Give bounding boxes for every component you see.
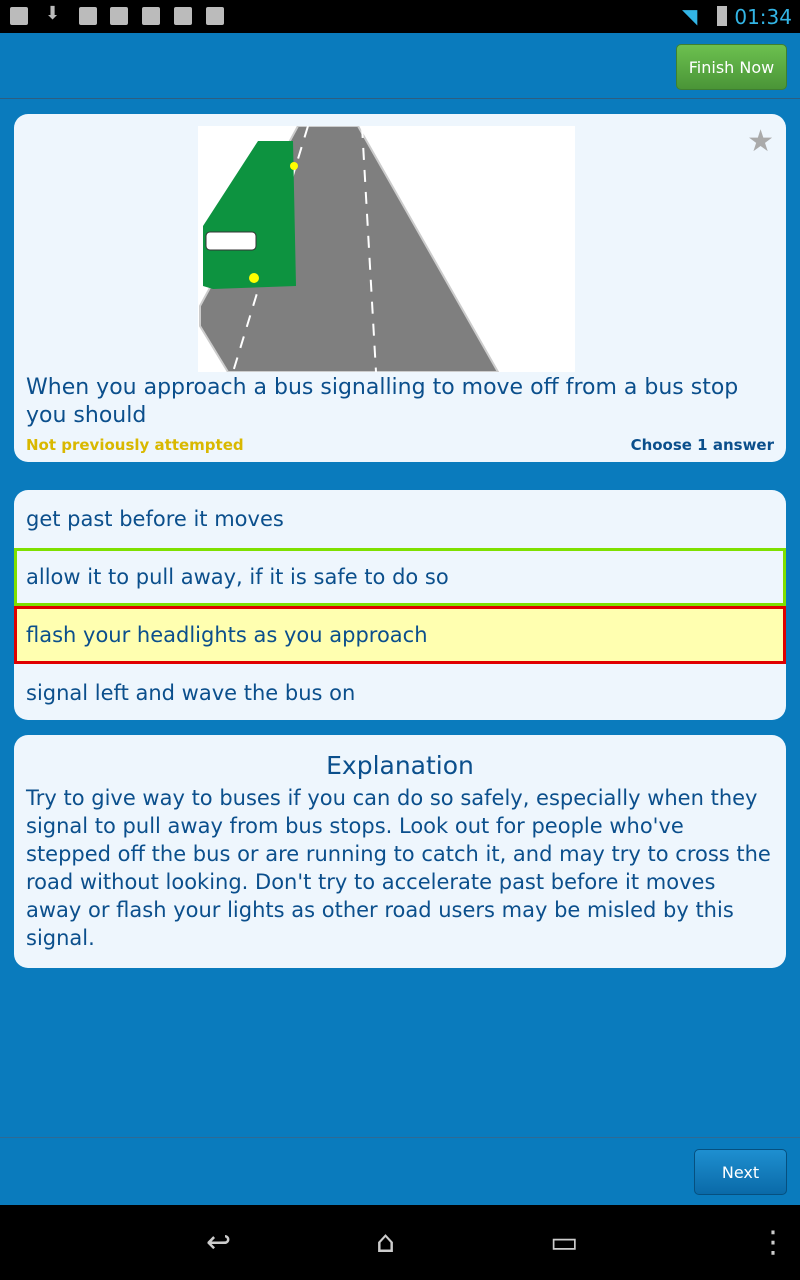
- play-store-icon: [206, 7, 224, 25]
- attempt-status: Not previously attempted: [26, 436, 244, 454]
- finish-now-button[interactable]: Finish Now: [676, 44, 787, 90]
- status-bar: [0, 0, 800, 33]
- navigation-bar: [0, 1205, 800, 1280]
- download-icon: ⬇: [45, 3, 61, 24]
- answers-list: [14, 490, 786, 720]
- answer-option[interactable]: get past before it moves: [26, 507, 284, 531]
- menu-icon[interactable]: ⋮: [758, 1225, 788, 1260]
- footer: [0, 1137, 800, 1205]
- image-icon: [79, 7, 97, 25]
- header: [0, 33, 800, 99]
- play-store-icon: [142, 7, 160, 25]
- question-image: [198, 126, 575, 372]
- answer-option-selected-wrong[interactable]: flash your headlights as you approach: [14, 606, 786, 664]
- recent-apps-icon[interactable]: ▭: [550, 1225, 579, 1260]
- explanation-card: [14, 735, 786, 968]
- wifi-icon: ◥: [682, 4, 698, 28]
- favorite-star-icon[interactable]: ★: [747, 124, 774, 159]
- back-icon[interactable]: ↩: [206, 1225, 232, 1260]
- play-store-icon: [174, 7, 192, 25]
- gmail-icon: [110, 7, 128, 25]
- explanation-body: Try to give way to buses if you can do so safely, especially when they signal to pull away from bus stops. Look out for people who've stepped off the bus or are running to catch it, and may try to cross the road without looking. Don't try to accelerate past before it moves away or flash your lights as other road users may be misled by this signal.: [26, 786, 771, 950]
- explanation-title: Explanation: [326, 751, 474, 780]
- next-button[interactable]: Next: [694, 1149, 787, 1195]
- question-card: [14, 114, 786, 462]
- battery-icon: [717, 6, 727, 26]
- answer-option[interactable]: signal left and wave the bus on: [26, 681, 356, 705]
- home-icon[interactable]: ⌂: [376, 1225, 396, 1260]
- answer-instruction: Choose 1 answer: [630, 436, 774, 454]
- answer-option-correct[interactable]: allow it to pull away, if it is safe to do so: [14, 548, 786, 606]
- clock: 01:34: [734, 5, 792, 29]
- sd-card-icon: [10, 7, 28, 25]
- question-text: When you approach a bus signalling to move off from a bus stop you should: [26, 375, 739, 428]
